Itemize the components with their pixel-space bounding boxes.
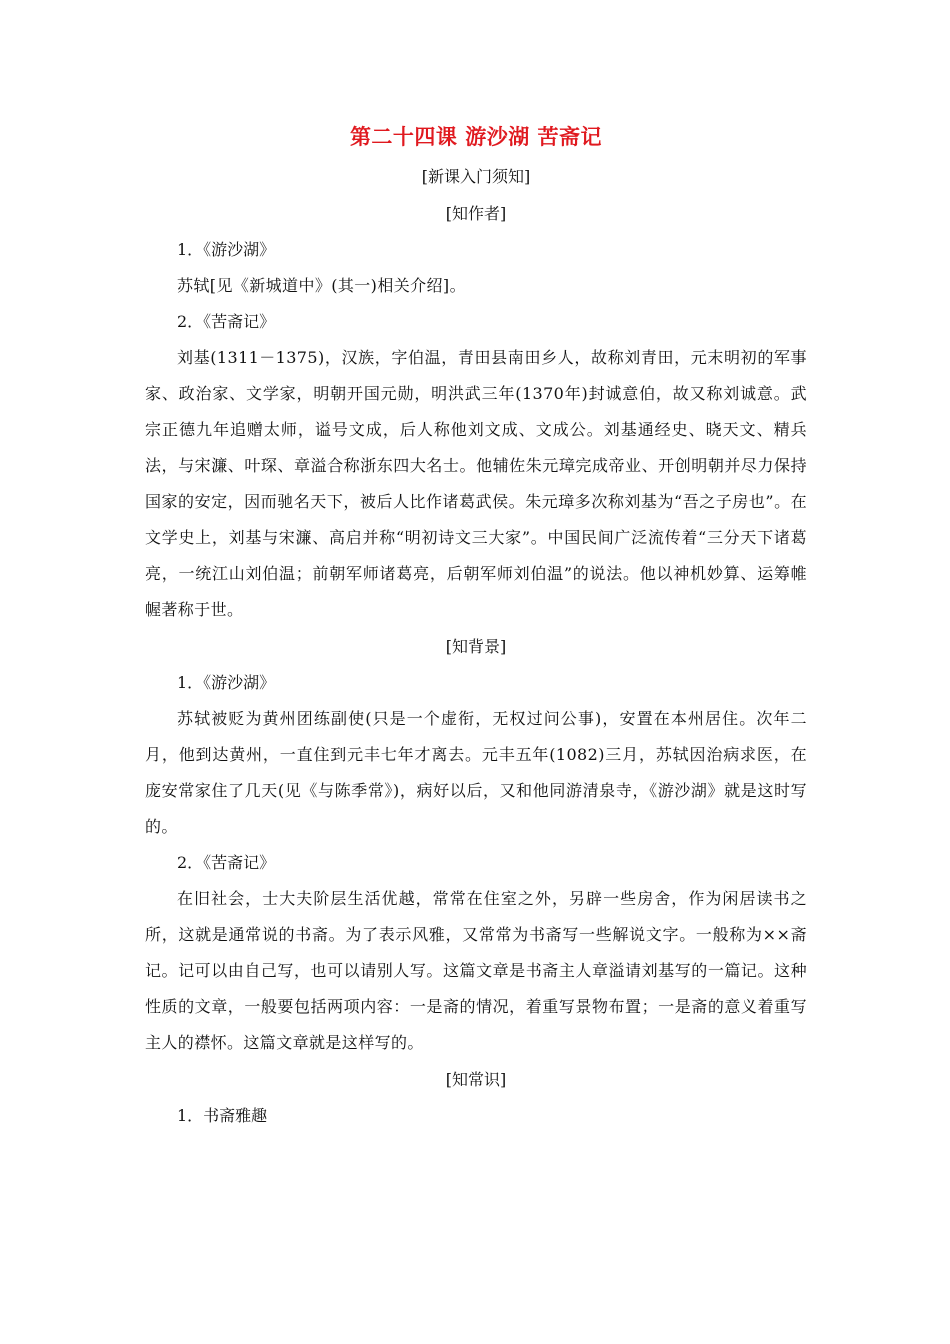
document-page [145,118,807,1134]
background-item-1-heading: 1．《游沙湖》 [177,673,276,692]
background-item-2-text: 在旧社会，士大夫阶层生活优越，常常在住室之外，另辟一些房舍，作为闲居读书之所，这就是通常说的书斋。为了表示风雅，又常常为书斋写一些解说文字。一般称为××斋记。记可以由自己写，也可以请别人写。这篇文章是书斋主人章溢请刘基写的一篇记。这种性质的文章，一般要包括两项内容：一是斋的情况，着重写景物布置；一是斋的意义着重写主人的襟怀。这篇文章就是这样写的。 [145,889,807,1052]
section-header-author: [知作者] [445,204,507,223]
author-item-2-heading: 2．《苦斋记》 [177,312,276,331]
knowledge-item-1-heading: 1．书斋雅趣 [177,1106,268,1125]
section-header-background: [知背景] [445,637,507,656]
author-item-1-text: 苏轼[见《新城道中》(其一)相关介绍]。 [177,276,466,295]
section-header-knowledge: [知常识] [445,1070,507,1089]
background-item-2-heading: 2．《苦斋记》 [177,853,276,872]
intro-header: [新课入门须知] [421,167,531,186]
background-item-1-text: 苏轼被贬为黄州团练副使(只是一个虚衔，无权过问公事)，安置在本州居住。次年二月，他到达黄州，一直住到元丰七年才离去。元丰五年(1082)三月，苏轼因治病求医，在庞安常家住了几天(见《与陈季常》)，病好以后，又和他同游清泉寺，《游沙湖》就是这时写的。 [145,709,807,836]
page-title: 第二十四课 游沙湖 苦斋记 [349,124,603,149]
author-item-2-text: 刘基(1311－1375)，汉族，字伯温，青田县南田乡人，故称刘青田，元末明初的军事家、政治家、文学家，明朝开国元勋，明洪武三年(1370年)封诚意伯，故又称刘诚意。武宗正德九年追赠太师，谥号文成，后人称他刘文成、文成公。刘基通经史、晓天文、精兵法，与宋濂、叶琛、章溢合称浙东四大名士。他辅佐朱元璋完成帝业、开创明朝并尽力保持国家的安定，因而驰名天下，被后人比作诸葛武侯。朱元璋多次称刘基为“吾之子房也”。在文学史上，刘基与宋濂、高启并称“明初诗文三大家”。中国民间广泛流传着“三分天下诸葛亮，一统江山刘伯温；前朝军师诸葛亮，后朝军师刘伯温”的说法。他以神机妙算、运筹帷幄著称于世。 [145,348,807,619]
author-item-1-heading: 1．《游沙湖》 [177,240,276,259]
